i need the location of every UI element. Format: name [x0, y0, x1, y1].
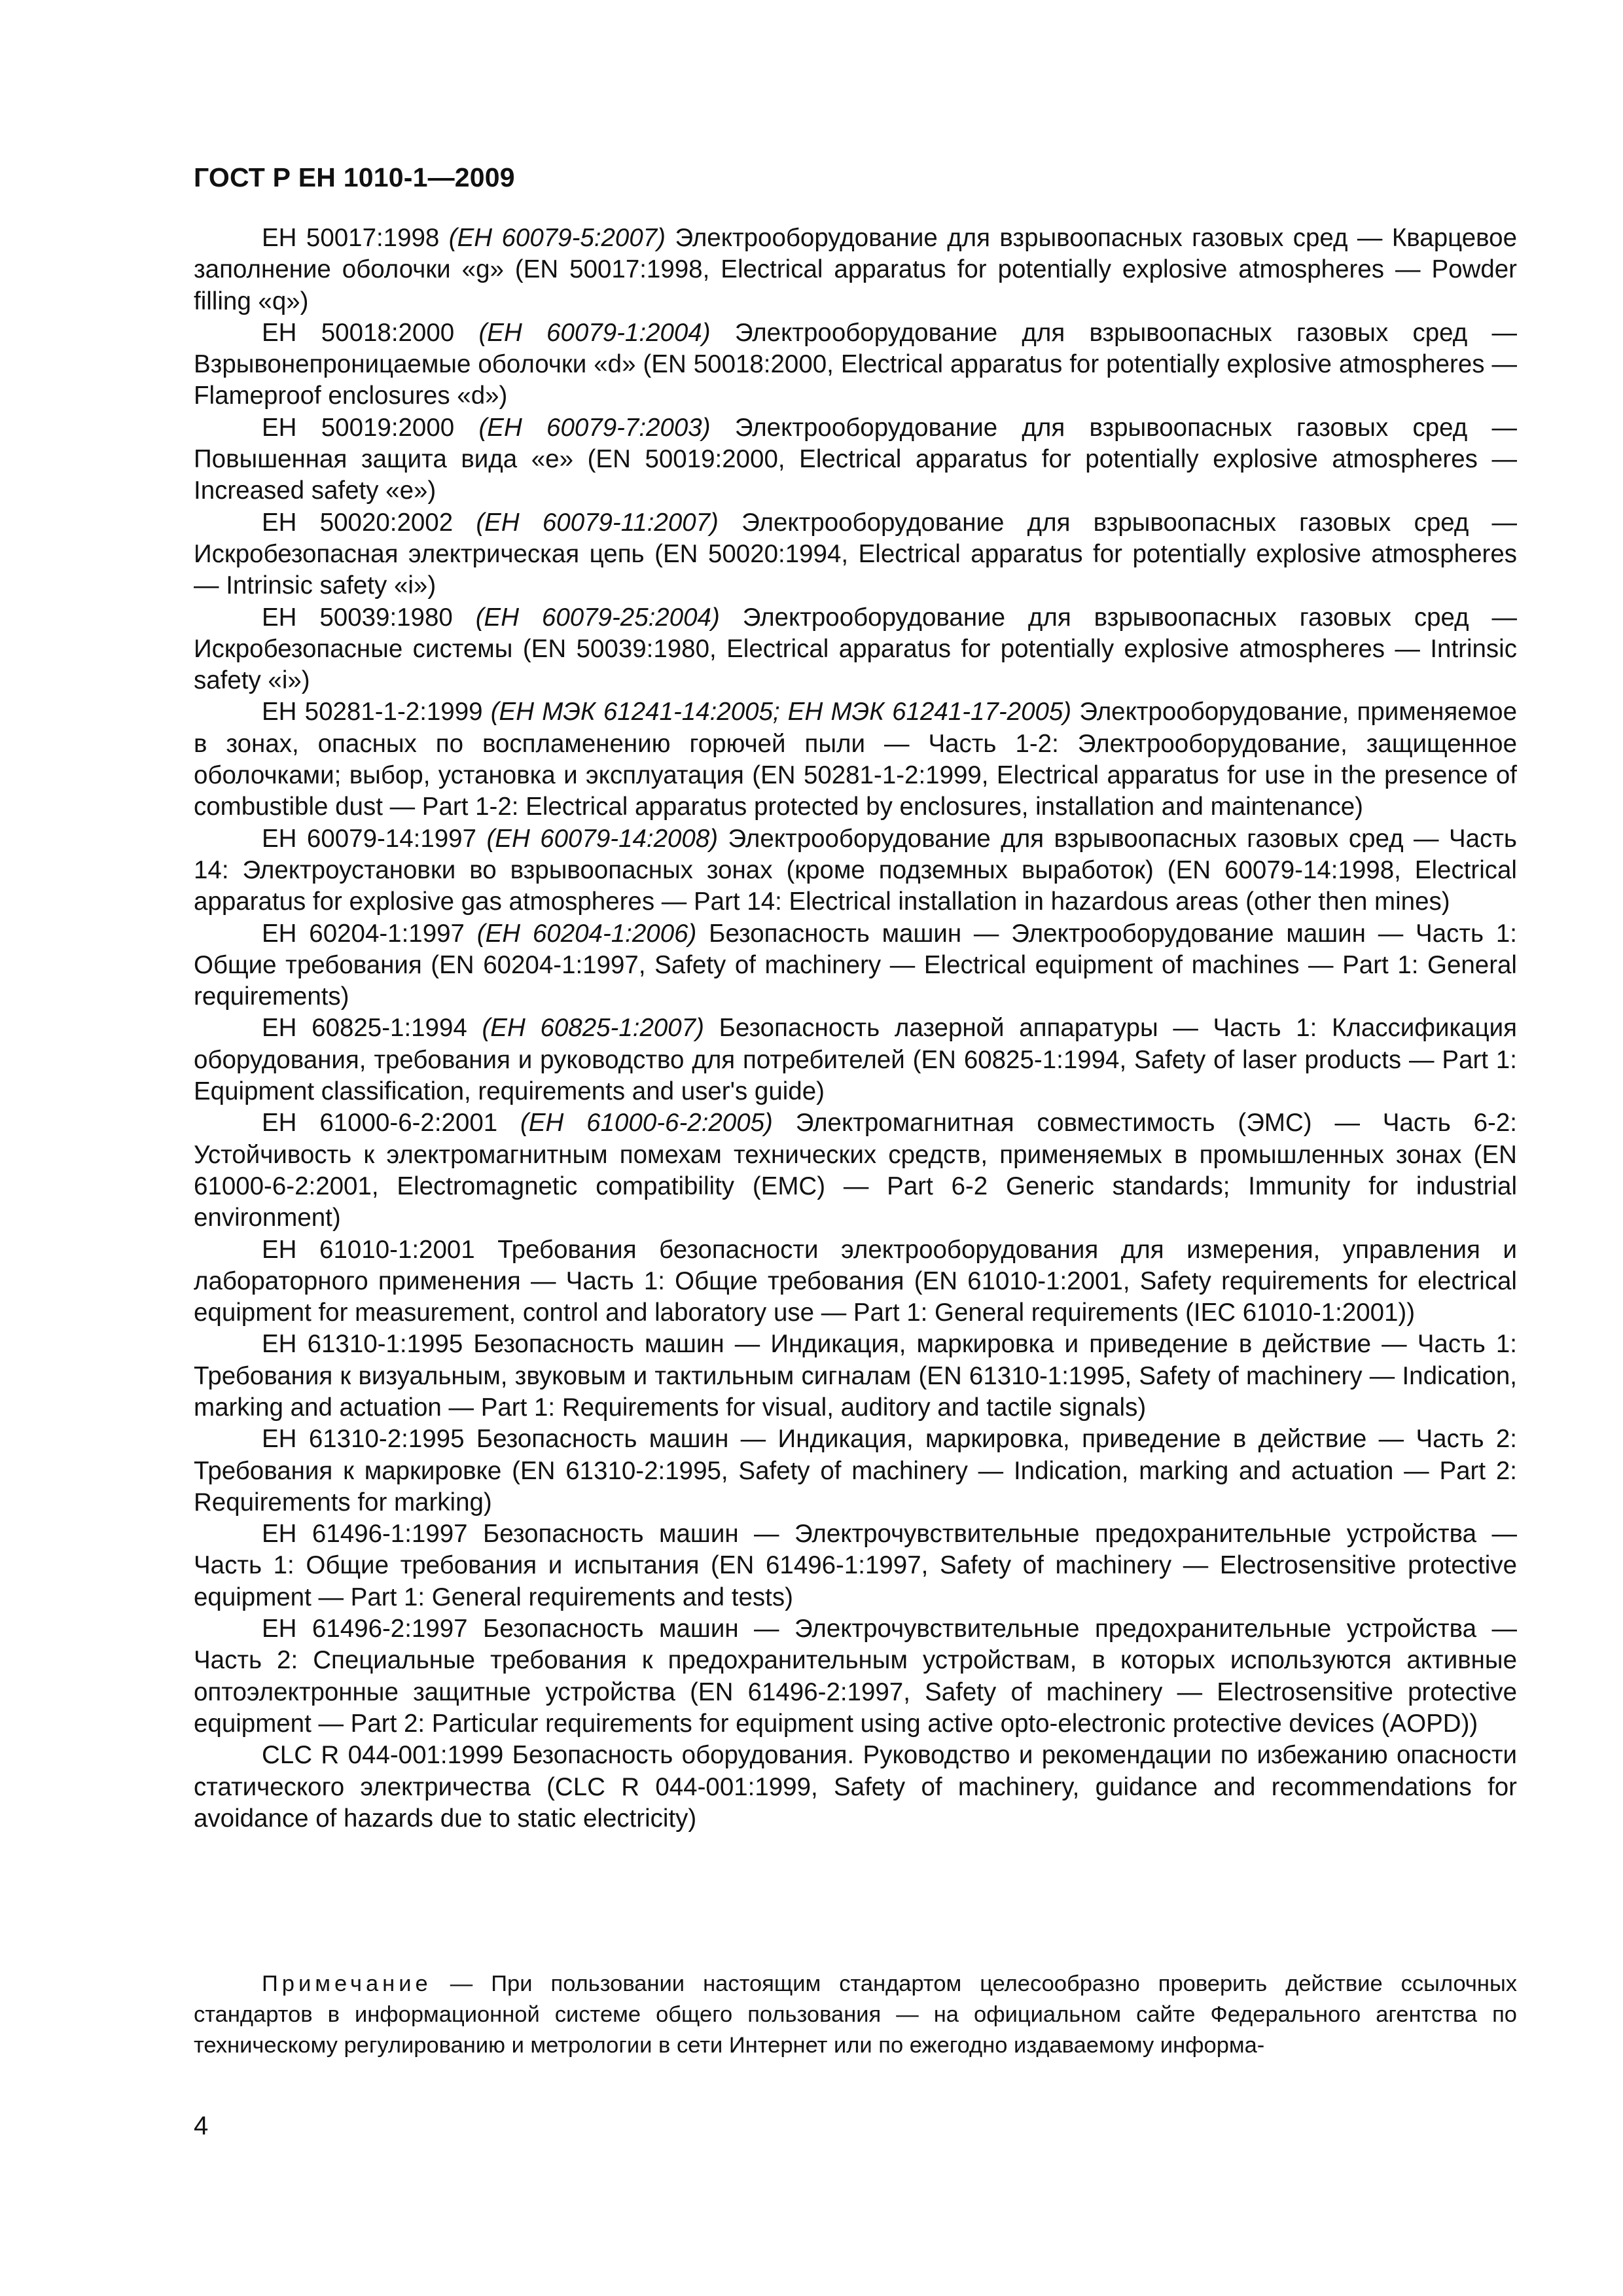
reference-code: ЕН 61310-2:1995 — [262, 1425, 465, 1454]
reference-entry — [194, 1424, 1517, 1518]
reference-equivalent: (ЕН 61000-6-2:2005) — [520, 1109, 773, 1138]
reference-entry — [194, 1518, 1517, 1613]
reference-code: ЕН 61000-6-2:2001 — [262, 1109, 498, 1138]
reference-equivalent: (ЕН 60825-1:2007) — [482, 1014, 704, 1043]
reference-code: ЕН 50281-1-2:1999 — [262, 698, 483, 726]
reference-equivalent: (ЕН МЭК 61241-14:2005; ЕН МЭК 61241-17-2005) — [490, 698, 1072, 726]
reference-entry — [194, 1329, 1517, 1424]
reference-text: Электрооборудование для взрывоопасных газовых сред — Искробезопасная электрическая цепь (EN 50020:1994, Electrical apparatus for potentially explosive atmospheres — Intrinsic safety «i») — [194, 508, 1518, 600]
reference-equivalent: (ЕН 60079-5:2007) — [448, 224, 666, 252]
reference-entry — [194, 223, 1517, 317]
page-number: 4 — [194, 2111, 209, 2140]
reference-code: ЕН 50018:2000 — [262, 318, 455, 347]
reference-code: ЕН 61496-2:1997 — [262, 1615, 468, 1643]
reference-entry — [194, 1013, 1517, 1107]
reference-equivalent: (ЕН 60204-1:2006) — [476, 919, 697, 948]
reference-entry — [194, 317, 1517, 412]
reference-text: Электрооборудование для взрывоопасных газовых сред — Повышенная защита вида «е» (EN 50019:2000, Electrical apparatus for potentially explosive atmospheres — Increased safety «e») — [194, 413, 1517, 505]
note-paragraph — [194, 1969, 1517, 2061]
reference-text: Электрооборудование для взрывоопасных газовых сред — Кварцевое заполнение оболочки «g» (EN 50017:1998, Electrical apparatus for potentially explosive atmospheres — Powder filling «q») — [194, 224, 1517, 315]
references-list — [194, 223, 1517, 1835]
reference-entry — [194, 696, 1517, 823]
reference-code: ЕН 50020:2002 — [262, 508, 454, 537]
reference-code: ЕН 61010-1:2001 — [262, 1235, 475, 1264]
reference-text: Требования безопасности электрооборудования для измерения, управления и лабораторного применения — Часть 1: Общие требования (EN 61010-1:2001, Safety requirements for electrical equipment for measurement, control and laboratory use — Part 1: General requirements (IEC 61010-1:2001)) — [194, 1235, 1517, 1327]
page-header-title: ГОСТ Р ЕН 1010-1—2009 — [194, 162, 515, 192]
reference-text: Электрооборудование для взрывоопасных газовых сред — Часть 14: Электроустановки во взрывоопасных зонах (кроме подземных выработок) (EN 60079-14:1998, Electrical apparatus for explosive gas atmospheres — Part 14: Electrical installation in hazardous areas (other then mines) — [194, 824, 1517, 916]
reference-code: ЕН 60825-1:1994 — [262, 1014, 467, 1043]
reference-code: CLC R 044-001:1999 — [262, 1741, 504, 1770]
reference-equivalent: (ЕН 60079-7:2003) — [478, 413, 711, 442]
reference-text: Безопасность машин — Электрочувствительные предохранительные устройства — Часть 1: Общие требования и испытания (EN 61496-1:1997, Safety of machinery — Electrosensitive protective equipment — Part 1: General requirements and tests) — [194, 1520, 1517, 1611]
reference-text: Безопасность машин — Индикация, маркировка, приведение в действие — Часть 2: Требования к маркировке (EN 61310-2:1995, Safety of machinery — Indication, marking and actuation — Part 2: Requirements for marking) — [194, 1425, 1517, 1516]
reference-code: ЕН 50017:1998 — [262, 224, 440, 252]
reference-entry — [194, 412, 1517, 507]
reference-code: ЕН 50039:1980 — [262, 603, 453, 632]
reference-entry — [194, 507, 1517, 602]
note-block — [194, 1969, 1517, 2061]
reference-code: ЕН 50019:2000 — [262, 413, 455, 442]
reference-entry — [194, 1107, 1517, 1234]
reference-code: ЕН 61310-1:1995 — [262, 1330, 463, 1359]
reference-equivalent: (ЕН 60079-25:2004) — [475, 603, 720, 632]
reference-code: ЕН 61496-1:1997 — [262, 1520, 468, 1549]
reference-equivalent: (ЕН 60079-11:2007) — [476, 508, 719, 537]
reference-entry — [194, 602, 1517, 697]
reference-entry — [194, 1234, 1517, 1329]
reference-text: Электромагнитная совместимость (ЭМС) — Часть 6-2: Устойчивость к электромагнитным помехам технических средств, применяемых в промышленных зонах (EN 61000-6-2:2001, Electromagnetic compatibility (EMC) — Part 6-2 Generic standards; Immunity for industrial environment) — [194, 1109, 1517, 1232]
reference-entry — [194, 1613, 1517, 1740]
reference-text: Электрооборудование для взрывоопасных газовых сред — Искробезопасные системы (EN 50039:1980, Electrical apparatus for potentially explosive atmospheres — Intrinsic safety «i») — [194, 603, 1517, 695]
reference-code: ЕН 60204-1:1997 — [262, 919, 465, 948]
reference-text: Безопасность лазерной аппаратуры — Часть 1: Классификация оборудования, требования и руководство для потребителей (EN 60825-1:1994, Safety of laser products — Part 1: Equipment classification, requirements and user's guide) — [194, 1014, 1517, 1106]
note-label: Примечание — [262, 1971, 432, 1996]
reference-code: ЕН 60079-14:1997 — [262, 824, 476, 853]
reference-entry — [194, 823, 1517, 918]
reference-text: Безопасность оборудования. Руководство и рекомендации по избежанию опасности статического электричества (CLC R 044-001:1999, Safety of machinery, guidance and recommendations for avoidance of hazards due to static electricity) — [194, 1741, 1517, 1833]
reference-entry — [194, 1740, 1517, 1835]
reference-equivalent: (ЕН 60079-14:2008) — [486, 824, 719, 853]
reference-text: Безопасность машин — Индикация, маркировка и приведение в действие — Часть 1: Требования к визуальным, звуковым и тактильным сигналам (EN 61310-1:1995, Safety of machinery — Indication, marking and actuation — Part 1: Requirements for visual, auditory and tactile signals) — [194, 1330, 1517, 1422]
note-text: — При пользовании настоящим стандартом целесообразно проверить действие ссылочных стандартов в информационной системе общего пользования — на официальном сайте Федерального агентства по техническому регулированию и метрологии в сети Интернет или по ежегодно издаваемому информа- — [194, 1971, 1518, 2058]
reference-text: Электрооборудование, применяемое в зонах, опасных по воспламенению горючей пыли — Часть 1-2: Электрооборудование, защищенное оболочками; выбор, установка и эксплуатация (EN 50281-1-2:1999, Electrical apparatus for use in the presence of combustible dust — Part 1-2: Electrical apparatus protected by enclosures, installation and maintenance) — [194, 698, 1517, 821]
reference-text: Безопасность машин — Электрочувствительные предохранительные устройства — Часть 2: Специальные требования к предохранительным устройствам, в которых используются активные оптоэлектронные защитные устройства (EN 61496-2:1997, Safety of machinery — Electrosensitive protective equipment — Part 2: Particular requirements for equipment using active opto-electronic protective devices (AOPD)) — [194, 1615, 1517, 1738]
reference-text: Электрооборудование для взрывоопасных газовых сред — Взрывонепроницаемые оболочки «d» (EN 50018:2000, Electrical apparatus for potentially explosive atmospheres — Flameproof enclosures «d») — [194, 318, 1517, 410]
reference-entry — [194, 918, 1517, 1013]
reference-equivalent: (ЕН 60079-1:2004) — [478, 318, 711, 347]
reference-text: Безопасность машин — Электрооборудование машин — Часть 1: Общие требования (EN 60204-1:1997, Safety of machinery — Electrical equipment of machines — Part 1: General requirements) — [194, 919, 1517, 1011]
